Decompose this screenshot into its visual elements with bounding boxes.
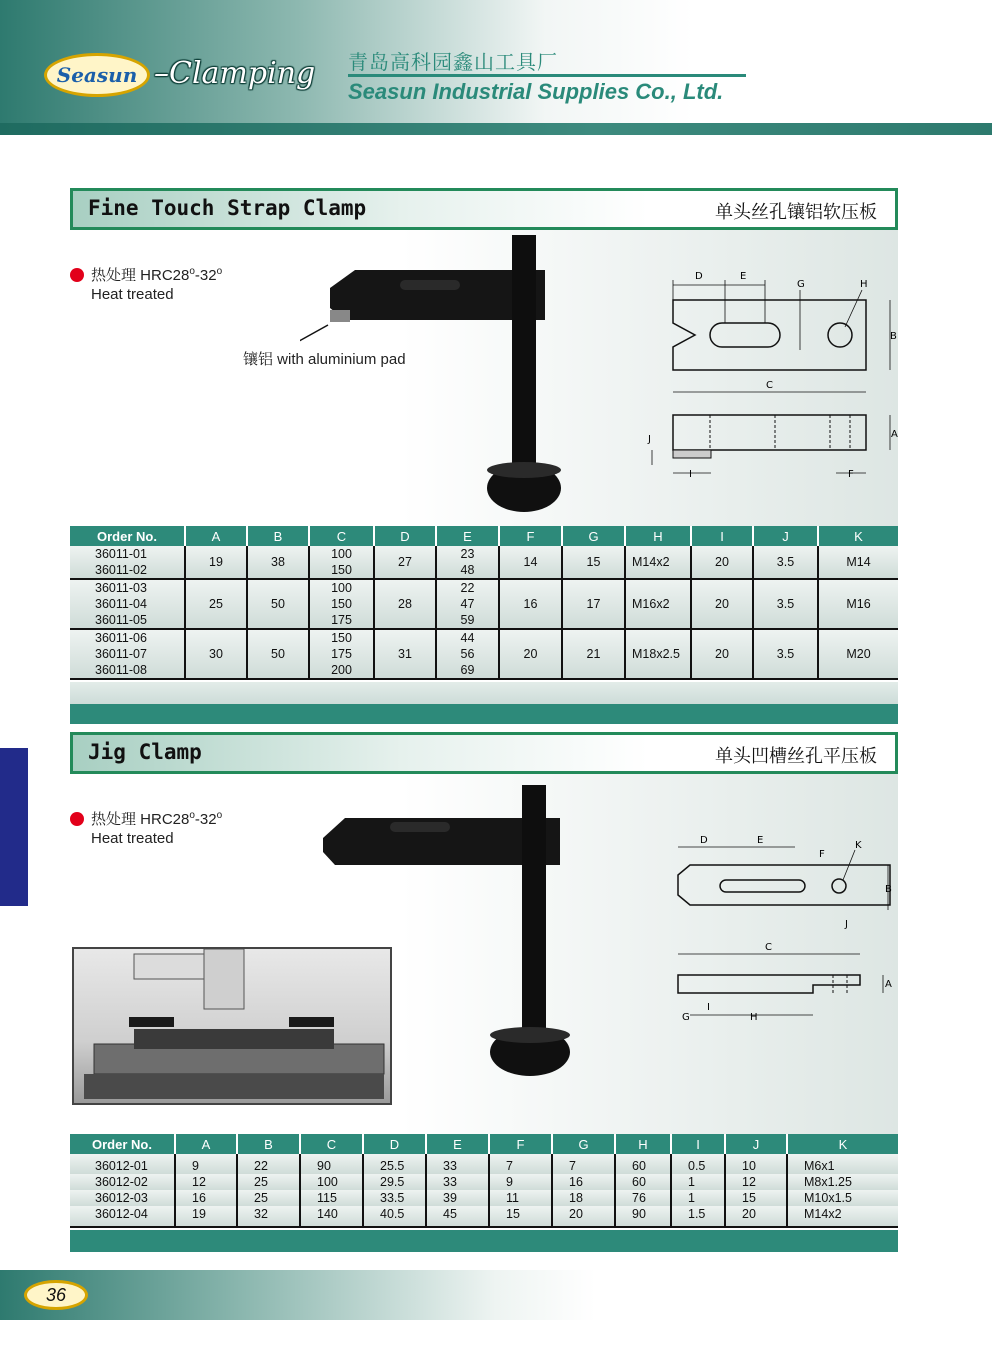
table-row [70, 629, 898, 679]
section1-bottom-bar [70, 704, 898, 724]
col-b: B [237, 1134, 300, 1154]
dim-label-k: K [855, 840, 862, 851]
heat-treatment-cn [91, 808, 222, 829]
clamp-left [129, 1017, 174, 1027]
table-row [70, 1206, 898, 1227]
side-view-body [673, 415, 866, 450]
top-view-hole [828, 323, 852, 347]
dim-label-b: B [890, 331, 897, 342]
dim-label-c: C [766, 380, 773, 391]
col-j: J [753, 526, 818, 546]
col-g: G [552, 1134, 615, 1154]
stud-base-top [487, 462, 561, 478]
col-a: A [185, 526, 247, 546]
cell-a: 19 [185, 546, 247, 579]
cell-b: 38 [247, 546, 309, 579]
table-cell: 100 [300, 1174, 363, 1190]
col-e: E [426, 1134, 489, 1154]
cell-i: 20 [691, 629, 753, 679]
table-cell: M14x2 [787, 1206, 898, 1227]
section2-title-cn: 单头凹槽丝孔平压板 [715, 746, 877, 767]
cell-e: 22 47 59 [436, 579, 499, 629]
table-cell: 0.5 [671, 1154, 725, 1174]
cell-j: 3.5 [753, 546, 818, 579]
table-cell: 15 [725, 1190, 787, 1206]
table-cell: M6x1 [787, 1154, 898, 1174]
aluminium-pad-note: 镶铝 with aluminium pad [243, 351, 406, 368]
table-cell: 20 [552, 1206, 615, 1227]
table-cell: M10x1.5 [787, 1190, 898, 1206]
table-cell: 1 [671, 1174, 725, 1190]
table-cell: 9 [175, 1154, 237, 1174]
workpiece [134, 1029, 334, 1049]
top-view-outline [678, 865, 890, 905]
cell-b: 50 [247, 579, 309, 629]
cell-g: 17 [562, 579, 625, 629]
col-d: D [363, 1134, 426, 1154]
degree-mark: o [189, 810, 195, 821]
table-cell: 11 [489, 1190, 552, 1206]
top-view-hole [832, 879, 846, 893]
dim-label-f: F [819, 849, 825, 860]
cell-h: M14x2 [625, 546, 691, 579]
section1-title-en: Fine Touch Strap Clamp [88, 196, 367, 220]
col-h: H [615, 1134, 671, 1154]
dim-line [845, 290, 862, 327]
section1-title-bar [70, 188, 898, 230]
table-header-row [70, 1134, 898, 1154]
machine-illustration [74, 949, 390, 1103]
brand-suffix: –Clamping [154, 56, 316, 91]
cell-f: 20 [499, 629, 562, 679]
order-no-cell: 36012-01 [70, 1154, 175, 1174]
dim-label-e: E [757, 835, 764, 846]
dim-label-i: I [707, 1002, 710, 1013]
table-cell: 9 [489, 1174, 552, 1190]
cell-a: 25 [185, 579, 247, 629]
table-cell: 22 [237, 1154, 300, 1174]
top-view-slot [720, 880, 805, 892]
table-row [70, 1154, 898, 1174]
cell-c: 150 175 200 [309, 629, 374, 679]
dim-label-a: A [891, 429, 898, 440]
machine-column [204, 949, 244, 1009]
dim-label-d: D [695, 271, 703, 282]
degree-mark: o [216, 266, 223, 277]
table-cell: 140 [300, 1206, 363, 1227]
col-k: K [818, 526, 898, 546]
page-footer [0, 1270, 992, 1320]
section2-bottom-bar [70, 1230, 898, 1252]
cell-h: M18x2.5 [625, 629, 691, 679]
table-cell: 19 [175, 1206, 237, 1227]
dim-label-a: A [885, 979, 892, 990]
cell-j: 3.5 [753, 579, 818, 629]
page-number: 36 [24, 1280, 88, 1310]
col-order-no: Order No. [70, 526, 185, 546]
cell-j: 3.5 [753, 629, 818, 679]
table-cell: 20 [725, 1206, 787, 1227]
dim-label-f: F [848, 469, 854, 480]
logo-text: Seasun [56, 63, 138, 87]
dim-label-b: B [885, 884, 892, 895]
dim-label-g: G [682, 1012, 690, 1023]
machine-head [134, 954, 204, 979]
table-cell: 76 [615, 1190, 671, 1206]
aluminium-pad [330, 310, 350, 322]
table-row [70, 579, 898, 629]
col-order-no: Order No. [70, 1134, 175, 1154]
cell-d: 28 [374, 579, 436, 629]
col-c: C [300, 1134, 363, 1154]
table-cell: 115 [300, 1190, 363, 1206]
cell-c: 100 150 [309, 546, 374, 579]
pad-leader-line [300, 325, 328, 345]
table-cell: 45 [426, 1206, 489, 1227]
cell-d: 31 [374, 629, 436, 679]
cell-a: 30 [185, 629, 247, 679]
threaded-stud [522, 785, 546, 1030]
table-cell: 1.5 [671, 1206, 725, 1227]
bullet-icon [70, 812, 84, 826]
heat-treatment-cn [91, 264, 222, 285]
section2-title-en: Jig Clamp [88, 740, 202, 764]
side-view-pad [673, 450, 711, 458]
table-cell: 10 [725, 1154, 787, 1174]
table-cell: 33.5 [363, 1190, 426, 1206]
order-no-cell: 36011-03 36011-04 36011-05 [70, 579, 185, 629]
order-no-cell: 36012-04 [70, 1206, 175, 1227]
section1-title-cn: 单头丝孔镶铝软压板 [715, 202, 877, 223]
col-c: C [309, 526, 374, 546]
cell-k: M14 [818, 546, 898, 579]
table-cell: 60 [615, 1174, 671, 1190]
dim-label-e: E [740, 271, 747, 282]
table-cell: 39 [426, 1190, 489, 1206]
cell-f: 14 [499, 546, 562, 579]
cell-g: 21 [562, 629, 625, 679]
col-j: J [725, 1134, 787, 1154]
heat-range: -32 [194, 811, 217, 828]
table-cell: 15 [489, 1206, 552, 1227]
degree-mark: o [216, 810, 223, 821]
col-d: D [374, 526, 436, 546]
table-cell: 33 [426, 1154, 489, 1174]
col-h: H [625, 526, 691, 546]
table-cell: 29.5 [363, 1174, 426, 1190]
dim-label-h: H [750, 1012, 758, 1023]
dim-label-h: H [860, 279, 868, 290]
table-cell: 12 [725, 1174, 787, 1190]
section2-title-bar [70, 732, 898, 774]
cell-c: 100 150 175 [309, 579, 374, 629]
company-underline [348, 74, 746, 77]
table-cell: 12 [175, 1174, 237, 1190]
table-row [70, 1190, 898, 1206]
col-a: A [175, 1134, 237, 1154]
section2-spec-table [70, 1134, 898, 1228]
col-e: E [436, 526, 499, 546]
table-cell: 60 [615, 1154, 671, 1174]
col-k: K [787, 1134, 898, 1154]
clamp-right [289, 1017, 334, 1027]
cell-f: 16 [499, 579, 562, 629]
company-name-cn: 青岛高科园鑫山工具厂 [348, 50, 558, 74]
table-header-row [70, 526, 898, 546]
dim-label-c: C [765, 942, 772, 953]
bullet-icon [70, 268, 84, 282]
table-cell: 1 [671, 1190, 725, 1206]
heat-cn-text: 热处理 HRC28 [91, 267, 190, 284]
slot [400, 280, 460, 290]
cell-g: 15 [562, 546, 625, 579]
order-no-cell: 36012-02 [70, 1174, 175, 1190]
table-row [70, 1174, 898, 1190]
cell-e: 23 48 [436, 546, 499, 579]
col-g: G [562, 526, 625, 546]
section1-table-footer [70, 682, 898, 704]
degree-mark: o [189, 266, 195, 277]
table-cell: 90 [300, 1154, 363, 1174]
col-f: F [489, 1134, 552, 1154]
table-cell: 25 [237, 1174, 300, 1190]
cell-b: 50 [247, 629, 309, 679]
heat-treatment-en: Heat treated [91, 286, 174, 303]
heat-treatment-en: Heat treated [91, 830, 174, 847]
table-cell: 40.5 [363, 1206, 426, 1227]
dim-label-i: I [689, 469, 692, 480]
heat-range: -32 [194, 267, 217, 284]
dim-label-g: G [797, 279, 805, 290]
table-cell: 18 [552, 1190, 615, 1206]
order-no-cell: 36011-01 36011-02 [70, 546, 185, 579]
order-no-cell: 36012-03 [70, 1190, 175, 1206]
jig-clamp-diagram [665, 830, 900, 1030]
cell-e: 44 56 69 [436, 629, 499, 679]
cell-i: 20 [691, 579, 753, 629]
side-index-tab [0, 748, 28, 906]
table-cell: 16 [552, 1174, 615, 1190]
table-cell: 33 [426, 1174, 489, 1190]
cell-i: 20 [691, 546, 753, 579]
cell-d: 27 [374, 546, 436, 579]
machine-setup-photo [72, 947, 392, 1105]
cell-k: M16 [818, 579, 898, 629]
table-cell: 25.5 [363, 1154, 426, 1174]
col-i: I [691, 526, 753, 546]
col-b: B [247, 526, 309, 546]
table-cell: 7 [489, 1154, 552, 1174]
col-i: I [671, 1134, 725, 1154]
table-cell: 32 [237, 1206, 300, 1227]
strap-clamp-photo [300, 230, 570, 515]
order-no-cell: 36011-06 36011-07 36011-08 [70, 629, 185, 679]
machine-base [84, 1074, 384, 1099]
slot [390, 822, 450, 832]
top-view-outline [673, 300, 866, 370]
cell-h: M16x2 [625, 579, 691, 629]
col-f: F [499, 526, 562, 546]
table-row [70, 546, 898, 579]
header-divider [0, 123, 992, 135]
strap-clamp-top-view-diagram [640, 265, 900, 485]
table-cell: 90 [615, 1206, 671, 1227]
table-cell: 16 [175, 1190, 237, 1206]
table-cell: 7 [552, 1154, 615, 1174]
table-cell: M8x1.25 [787, 1174, 898, 1190]
table-cell: 25 [237, 1190, 300, 1206]
seasun-logo [44, 53, 150, 97]
threaded-stud [512, 235, 536, 465]
stud-base-top [490, 1027, 570, 1043]
dim-label-j: J [845, 919, 848, 930]
top-view-slot [710, 323, 780, 347]
section1-spec-table [70, 526, 898, 680]
dim-label-j: J [648, 434, 651, 445]
cell-k: M20 [818, 629, 898, 679]
company-name-en: Seasun Industrial Supplies Co., Ltd. [348, 79, 724, 104]
heat-cn-text: 热处理 HRC28 [91, 811, 190, 828]
dim-label-d: D [700, 835, 708, 846]
